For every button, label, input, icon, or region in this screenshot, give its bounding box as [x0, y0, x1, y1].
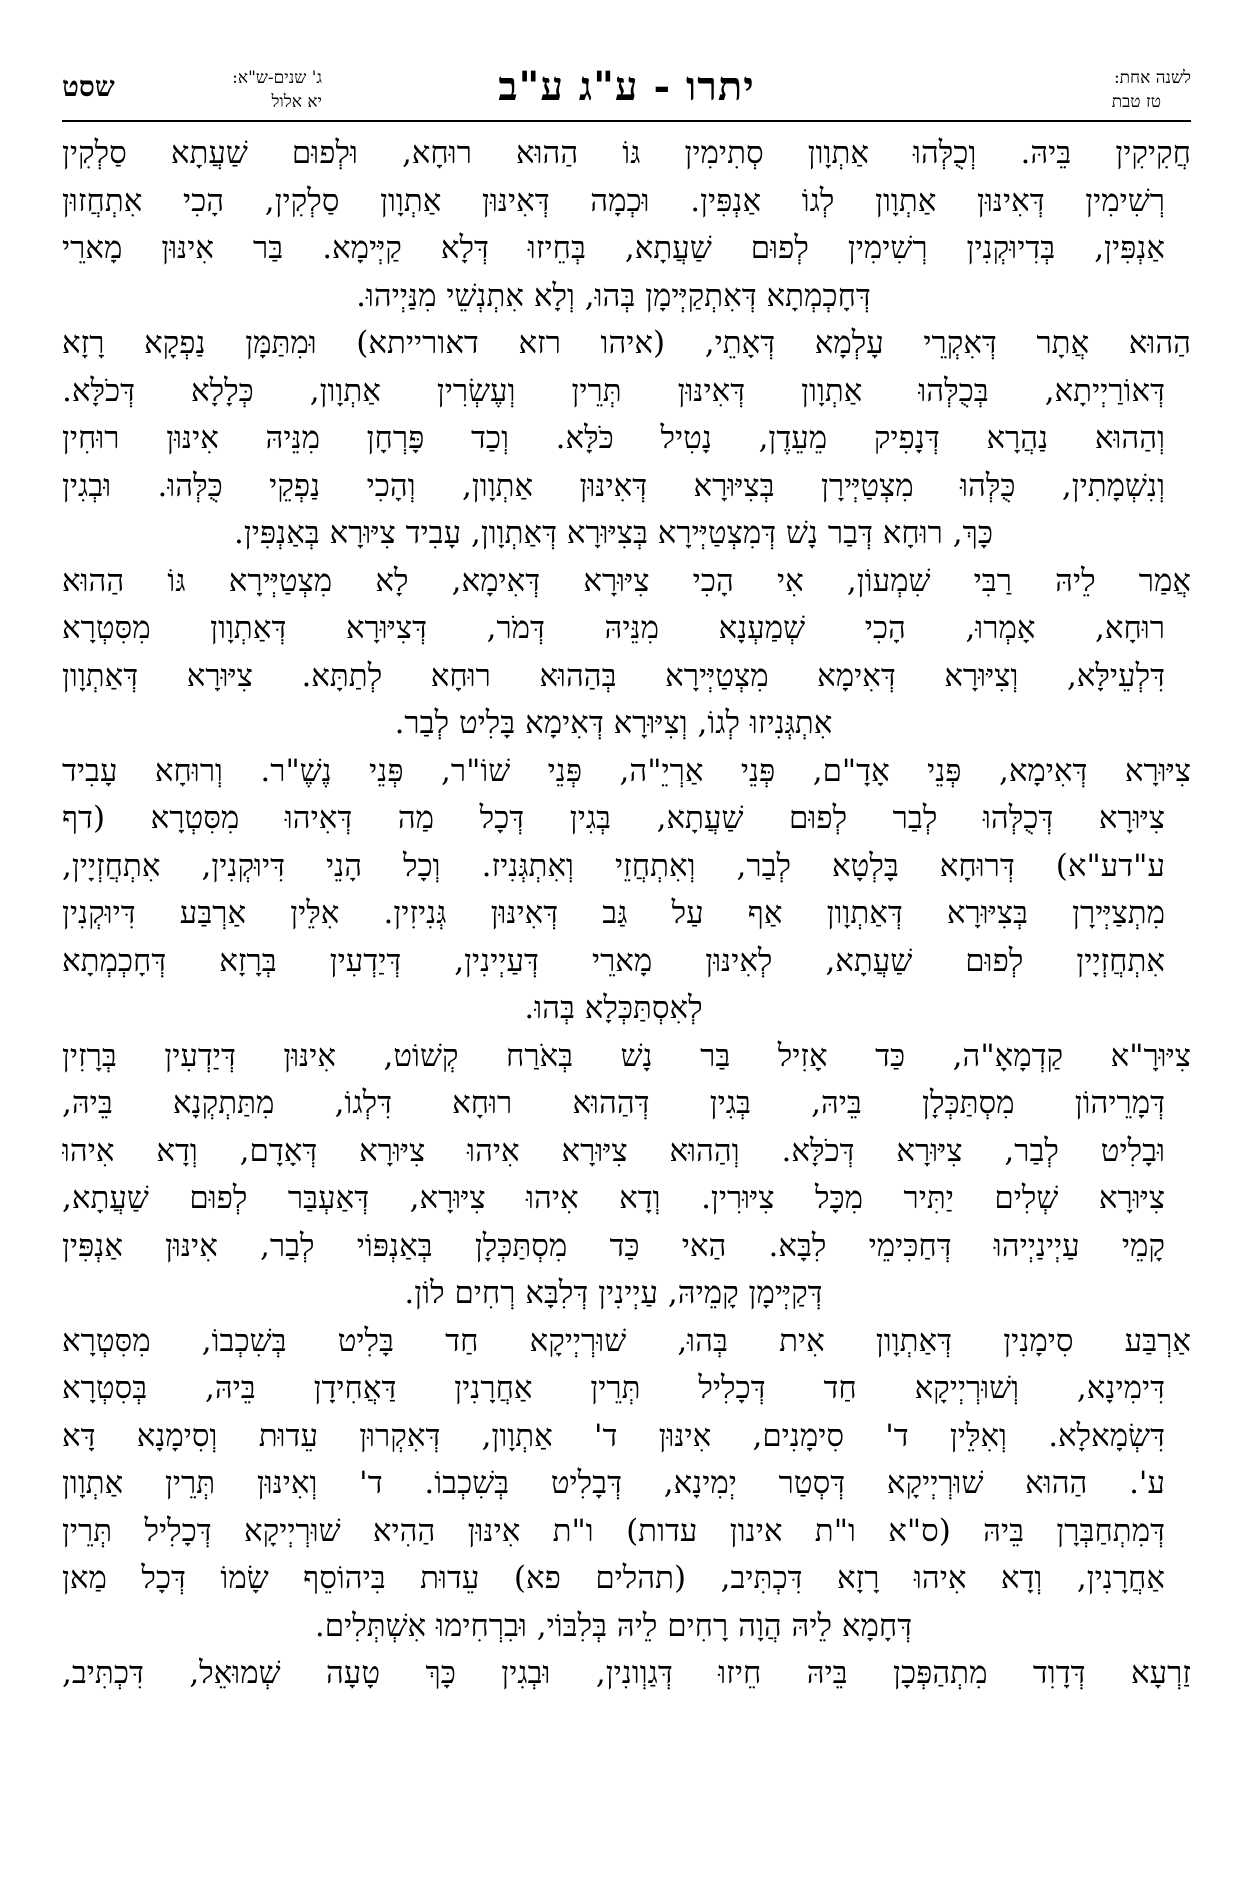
paragraph: [62, 1318, 1191, 1651]
text-line: ע"דע"א) דְּרוּחָא בָּלְטָא לְבַר, וְאִתְחֲזֵי וְאִתְגְּנִיז. וְכָל הָנֵי דִּיוּקְנִין, אִתְחֲזְיָין,: [62, 847, 1165, 884]
text-line: חֲקִיקִין בֵּיהּ. וְכֻלְּהוּ אַתְוָון סְתִימִין גּוֹ הַהוּא רוּחָא, וּלְפוּם שַׁעֲתָא סַלְקִין: [62, 135, 1191, 171]
text-line: דְּאוֹרַיְיתָא, בְּכֻלְּהוּ אַתְוָון דְּאִינּוּן תְּרֵין וְעֶשְׂרִין אַתְוָון, כְּלָלָא דְּכֹלָּא.: [62, 372, 1165, 409]
text-line: דִּשְׂמָאלָא. וְאִלֵּין ד' סִימָנִים, אִינּוּן ד' אַתְוָון, דְּאִקְרוּן עֵדוּת וְסִימָנָא דָּא: [62, 1417, 1165, 1454]
page-header: [62, 58, 1191, 122]
text-line: דְּחָמָא לֵיהּ הֲוָה רָחִים לֵיהּ בְּלִבּוֹי, וּבִרְחִימוּ אִשְׁתְּלִים.: [314, 1607, 913, 1644]
paragraph: [62, 1033, 1191, 1318]
body-text: [62, 130, 1191, 1698]
page-title: יתרו - ע"ג ע"ב: [498, 63, 755, 110]
text-line: דִּימִינָא, וְשׁוּרְיְיקָא חַד דְּכָלִיל תְּרֵין אַחֲרָנִין דַּאֲחִידָן בֵּיהּ, בְּסִטְרָא: [62, 1370, 1165, 1406]
text-line: צִיּוּרָ"א קַדְמָאָ"ה, כַּד אָזִיל בַּר נָשׁ בְּאֹרַח קְשׁוֹט, אִינּוּן דְּיַדְעִין בְּרָזִין: [62, 1037, 1191, 1074]
text-line: רוּחָא, אָמְרוּ, הָכִי שְׁמַעְנָא מִנֵּיהּ דְּמֹר, דְּצִיּוּרָא דְּאַתְוָון מִסִּטְרָא: [62, 610, 1165, 646]
text-line: אֲמַר לֵיהּ רַבִּי שִׁמְעוֹן, אִי הָכִי צִיּוּרָא דְּאִימָא, לָא מִצְטַיְּירָא גּוֹ הַהוּא: [62, 562, 1191, 599]
text-line: אַנְפִּין, בְּדִיוּקְנִין רְשִׁימִין לְפוּם שַׁעֲתָא, בְּחֵיזוּ דְּלָא קַיְּימָא. בַּר אִינּוּן מָארֵי: [62, 230, 1165, 266]
page-number: שסט: [62, 70, 115, 103]
paragraph: [62, 558, 1191, 748]
paragraph: [62, 1650, 1191, 1698]
text-line: צִיּוּרָא דְּאִימָא, פְּנֵי אָדָ"ם, פְּנֵי אַרְיֵ"ה, פְּנֵי שׁוֹ"ר, פְּנֵי נֶשֶׁ"ר. וְרוּחָא עָבִיד: [62, 752, 1191, 789]
text-line: קָמֵי עַיְינַיְיהוּ דְּחַכִּימֵי לִבָּא. הַאי כַּד מִסְתַּכְּלָן בְּאַנְפּוֹי לְבַר, אִינּוּן אַנְפִּין: [62, 1227, 1165, 1264]
text-line: אִתְחֲזְיָין לְפוּם שַׁעֲתָא, לְאִינּוּן מָארֵי דְּעַיְינִין, דְּיַדְעִין בְּרָזָא דְּחָכְמְתָא: [62, 942, 1165, 979]
text-line: אִתְגְּנִיזוּ לְגוֹ, וְצִיּוּרָא דְּאִימָא בָּלִיט לְבַר.: [394, 705, 833, 741]
paragraph: [62, 130, 1191, 320]
header-left-block: [62, 66, 322, 120]
header-left-note: [172, 66, 322, 114]
text-line: לְאִסְתַּכְּלָא בְּהוּ.: [524, 990, 703, 1026]
text-line: צִיּוּרָא שְׁלִים יַתִּיר מִכָּל צִיּוּרִין. וְדָא אִיהוּ צִיּוּרָא, דְּאַעְבַּר לְפוּם שַׁעֲתָא,: [62, 1180, 1165, 1216]
text-line: אַחֲרָנִין, וְדָא אִיהוּ רָזָא דִּכְתִּיב, (תהלים פא) עֵדוּת בִּיהוֹסֵף שָׂמוֹ דְּכָל מַאן: [62, 1560, 1165, 1596]
text-line: דְּחָכְמְתָא דְּאִתְקַיְּימָן בְּהוּ, וְלָא אִתְנְשֵׁי מִנַּיְיהוּ.: [356, 277, 871, 314]
text-line: צִיּוּרָא דְּכֻלְּהוּ לְבַר לְפוּם שַׁעֲתָא, בְּגִין דְּכָל מַה דְּאִיהוּ מִסִּטְרָא (דף: [62, 800, 1165, 836]
header-left-line1: ג' שנים-ש"א:: [232, 68, 322, 88]
paragraph: [62, 748, 1191, 1033]
text-line: דְּקַיְּימָן קָמֵיהּ, עַיְינִין דְּלִבָּא רְחִים לוֹן.: [404, 1275, 823, 1311]
text-line: מִתְצַיְּירָן בְּצִיּוּרָא דְּאַתְוָון אַף עַל גַּב דְּאִינּוּן גְּנִיזִין. אִלֵּין אַרְבַּע דִּיוּקְנִין: [62, 895, 1165, 931]
text-line: זַרְעָא דְּדָוִד מִתְהַפְּכָן בֵּיהּ חֵיזוּ דְּגַוְונִין, וּבְגִין כָּךְ טָעָה שְׁמוּאֵל, דִּכְתִּיב,: [62, 1655, 1191, 1691]
header-left-line2: יא אלול: [271, 92, 322, 112]
text-line: רְשִׁימִין דְּאִינּוּן אַתְוָון לְגוֹ אַנְפִּין. וּכְמָה דְּאִינּוּן אַתְוָון סַלְקִין, הָכִי אִתְחֲזוּן: [62, 182, 1165, 219]
text-line: ע'. הַהוּא שׁוּרְיְיקָא דְּסְטַר יְמִינָא, דְּבָלִיט בְּשִׁכְבוֹ. ד' וְאִינּוּן תְּרֵין אַתְוָון: [62, 1465, 1165, 1501]
text-line: דְּמָרֵיהוֹן מִסְתַּכְּלָן בֵּיהּ, בְּגִין דְּהַהוּא רוּחָא דִּלְגוֹ, מִתַּתְקְנָא בֵּיהּ,: [62, 1085, 1165, 1121]
header-right-line2: טז טבת: [1111, 92, 1161, 112]
paragraph: [62, 320, 1191, 558]
text-line: דִּלְעֵילָּא, וְצִיּוּרָא דְּאִימָא מִצְטַיְּירָא בְּהַהוּא רוּחָא לְתַתָּא. צִיּוּרָא דְּאַתְוָון: [62, 657, 1165, 694]
text-line: הַהוּא אֲתָר דְּאִקְרֵי עָלְמָא דְּאָתֵי, (איהו רזא דאורייתא) וּמִתַּמָּן נַפְקָא רָזָא: [62, 325, 1191, 361]
text-line: אַרְבַּע סִימָנִין דְּאַתְוָון אִית בְּהוּ, שׁוּרְיְיקָא חַד בָּלִיט בְּשִׁכְבוֹ, מִסִּטְרָא: [62, 1322, 1191, 1359]
text-line: כָּךְ, רוּחָא דְּבַר נָשׁ דְּמִצְטַיְּירָא בְּצִיּוּרָא דְּאַתְוָון, עָבִיד צִיּוּרָא בְּאַנְפִּין.: [234, 515, 993, 551]
text-line: דְּמִתְחַבְּרָן בֵּיהּ (ס"א ו"ת אינון עדות) ו"ת אִינּוּן הַהִיא שׁוּרְיְיקָא דְּכָלִיל תְּרֵין: [62, 1512, 1165, 1549]
header-right-line1: לשנה אחת:: [1113, 68, 1191, 88]
text-line: וְנִשְׁמָתִין, כֻּלְּהוּ מִצְטַיְּירָן בְּצִיּוּרָא דְּאִינּוּן אַתְוָון, וְהָכִי נַפְקֵי כֻּלְּהוּ. וּבְגִין: [62, 467, 1165, 504]
text-line: וְהַהוּא נַהֲרָא דְּנָפִיק מֵעֵדֶן, נָטִיל כֹּלָּא. וְכַד פָּרְחָן מִנֵּיהּ אִינּוּן רוּחִין: [62, 420, 1165, 456]
text-line: וּבָלִיט לְבַר, צִיּוּרָא דְּכֹלָּא. וְהַהוּא צִיּוּרָא אִיהוּ צִיּוּרָא דְּאָדָם, וְדָא אִיהוּ: [62, 1132, 1165, 1169]
